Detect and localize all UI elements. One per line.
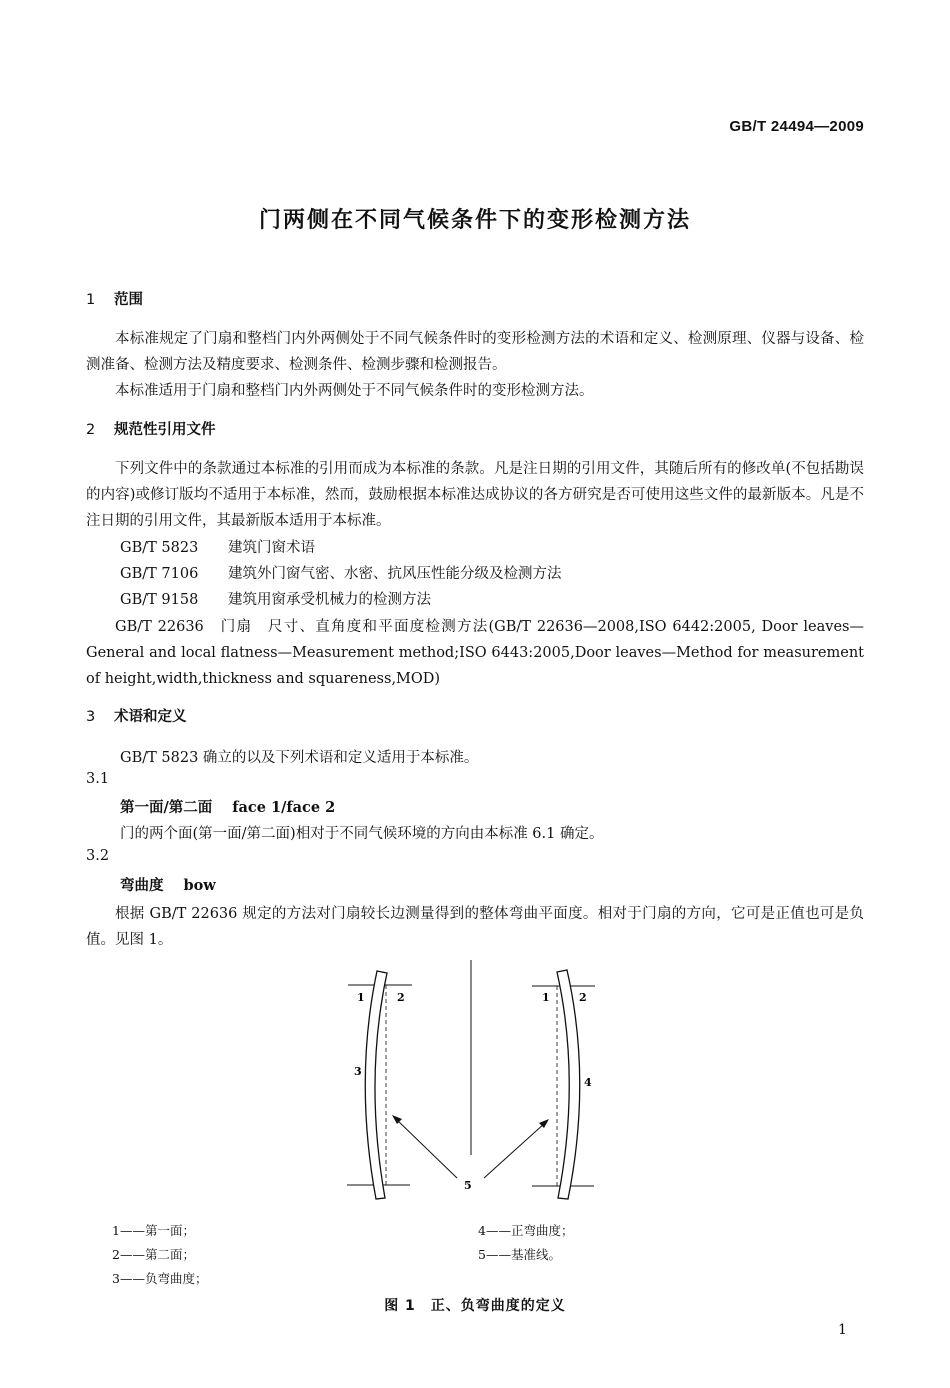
section-number: 2 xyxy=(86,422,96,438)
label-face-1-right: 1 xyxy=(542,991,550,1004)
label-positive-bow: 4 xyxy=(584,1076,592,1089)
reference-code: GB/T 5823 xyxy=(120,540,199,556)
figure-key-item: 5——基准线。 xyxy=(478,1247,561,1262)
standard-number: GB/T 24494—2009 xyxy=(729,118,864,135)
section-number: 3 xyxy=(86,709,96,725)
figure-key-item: 2——第二面； xyxy=(112,1247,195,1262)
reference-code: GB/T 7106 xyxy=(120,566,199,582)
section-3-heading xyxy=(86,705,187,726)
reference-item xyxy=(120,588,431,609)
page-number: 1 xyxy=(838,1322,847,1338)
section-2-paragraph: 下列文件中的条款通过本标准的引用而成为本标准的条款。凡是注日期的引用文件，其随后所有的修改单(不包括勘误的内容)或修订版均不适用于本标准，然而，鼓励根据本标准达成协议的各方研究是否可使用这些文件的最新版本。凡是不注日期的引用文件，其最新版本适用于本标准。 xyxy=(86,461,864,529)
term-zh: 第一面/第二面 xyxy=(120,799,213,816)
figure-caption: 图 1 正、负弯曲度的定义 xyxy=(384,1298,566,1314)
section-1-paragraph-1: 本标准规定了门扇和整档门内外两侧处于不同气候条件时的变形检测方法的术语和定义、检测原理、仪器与设备、检测准备、检测方法及精度要求、检测条件、检测步骤和检测报告。 xyxy=(86,331,864,373)
section-title: 规范性引用文件 xyxy=(114,422,216,438)
term-heading xyxy=(120,796,335,817)
reference-title: 建筑门窗术语 xyxy=(228,540,315,556)
term-en: bow xyxy=(183,877,216,894)
term-zh: 弯曲度 xyxy=(120,877,164,894)
label-face-2-left: 2 xyxy=(397,991,405,1004)
reference-code: GB/T 9158 xyxy=(120,592,199,608)
term-definition: 门的两个面(第一面/第二面)相对于不同气候环境的方向由本标准 6.1 确定。 xyxy=(120,826,604,842)
label-reference-line: 5 xyxy=(464,1179,472,1192)
arrow-head-left xyxy=(392,1115,402,1124)
section-title: 术语和定义 xyxy=(114,709,187,725)
arrow-to-left-reference xyxy=(396,1119,457,1178)
term-definition: 根据 GB/T 22636 规定的方法对门扇较长边测量得到的整体弯曲平面度。相对于门扇的方向，它可是正值也可是负值。见图 1。 xyxy=(86,906,864,948)
section-number: 1 xyxy=(86,292,96,308)
label-negative-bow: 3 xyxy=(354,1065,362,1078)
section-3-intro: GB/T 5823 确立的以及下列术语和定义适用于本标准。 xyxy=(120,750,479,766)
figure-key-item: 4——正弯曲度； xyxy=(478,1223,574,1238)
term-number: 3.1 xyxy=(86,771,110,787)
section-1-heading xyxy=(86,288,143,309)
door-leaf-negative-bow xyxy=(365,971,387,1199)
label-face-1-left: 1 xyxy=(357,991,365,1004)
document-title: 门两侧在不同气候条件下的变形检测方法 xyxy=(258,208,691,233)
section-1-paragraph-2: 本标准适用于门扇和整档门内外两侧处于不同气候条件时的变形检测方法。 xyxy=(115,383,594,399)
arrow-to-right-reference xyxy=(484,1123,545,1178)
label-face-2-right: 2 xyxy=(579,991,587,1004)
reference-title: 建筑外门窗气密、水密、抗风压性能分级及检测方法 xyxy=(228,566,562,582)
figure-key-item: 1——第一面； xyxy=(112,1223,195,1238)
section-2-heading xyxy=(86,418,216,439)
term-heading xyxy=(120,874,216,895)
reference-item xyxy=(120,562,562,583)
section-title: 范围 xyxy=(114,292,143,308)
reference-item xyxy=(120,536,315,557)
term-en: face 1/face 2 xyxy=(232,799,336,816)
reference-title: 建筑用窗承受机械力的检测方法 xyxy=(228,592,431,608)
door-leaf-positive-bow xyxy=(557,970,580,1199)
figure-key-item: 3——负弯曲度； xyxy=(112,1271,208,1286)
figure-bow-diagram xyxy=(330,955,630,1205)
reference-item-long: GB/T 22636 门扇 尺寸、直角度和平面度检测方法(GB/T 22636—2008,ISO 6442:2005, Door leaves—General and local flatness—Measurement method;ISO 6443:2005,Door leaves—Method for measurement of height,width,thickness and squareness,MOD) xyxy=(86,619,864,687)
term-number: 3.2 xyxy=(86,848,110,864)
